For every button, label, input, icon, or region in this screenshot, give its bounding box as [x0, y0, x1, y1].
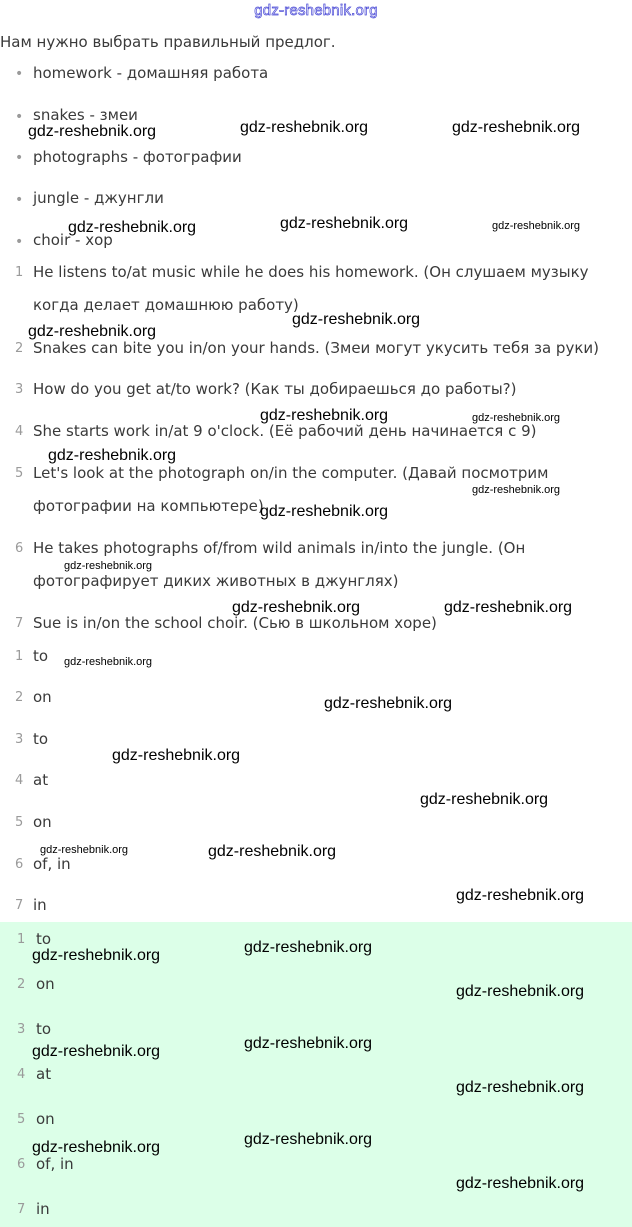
watermark: gdz-reshebnik.org — [32, 1139, 161, 1156]
answer-number: 3 — [17, 1022, 26, 1037]
answer-text: on — [36, 975, 55, 993]
answer-number: 1 — [15, 649, 24, 664]
exercise-line: когда делает домашнюю работу) — [33, 296, 299, 314]
watermark: gdz-reshebnik.org — [28, 123, 157, 140]
watermark: gdz-reshebnik.org — [420, 791, 549, 808]
vocab-item: jungle - джунгли — [33, 189, 164, 207]
exercise-line: How do you get at/to work? (Как ты добираешься до работы?) — [33, 380, 517, 398]
watermark: gdz-reshebnik.org — [444, 599, 573, 616]
vocab-item: snakes - змеи — [33, 106, 138, 124]
answer-number: 1 — [17, 932, 26, 947]
watermark: gdz-reshebnik.org — [244, 1131, 373, 1148]
watermark: gdz-reshebnik.org — [240, 119, 369, 136]
answer-text: to — [36, 930, 52, 948]
watermark: gdz-reshebnik.org — [28, 323, 157, 340]
answer-text: to — [36, 1020, 52, 1038]
answer-text: of, in — [33, 855, 71, 873]
answer-text: on — [33, 688, 52, 706]
answer-text: at — [33, 771, 49, 789]
watermark: gdz-reshebnik.org — [452, 119, 581, 136]
exercise-line: Snakes can bite you in/on your hands. (Змеи могут укусить тебя за руки) — [33, 339, 599, 357]
exercise-line: Let's look at the photograph on/in the computer. (Давай посмотрим — [33, 464, 549, 482]
watermark: gdz-reshebnik.org — [32, 1043, 161, 1060]
bullet-icon: • — [15, 109, 24, 125]
watermark: gdz-reshebnik.org — [232, 599, 361, 616]
answer-number: 5 — [15, 815, 24, 830]
exercise-number: 4 — [15, 424, 24, 439]
answer-number: 4 — [17, 1067, 26, 1082]
watermark: gdz-reshebnik.org — [292, 311, 421, 328]
watermark: gdz-reshebnik.org — [472, 484, 561, 496]
vocab-item: homework - домашняя работа — [33, 64, 269, 82]
watermark: gdz-reshebnik.org — [492, 220, 581, 232]
answer-number: 3 — [15, 732, 24, 747]
exercise-number: 7 — [15, 616, 24, 631]
watermark: gdz-reshebnik.org — [64, 560, 153, 572]
exercise-number: 5 — [15, 466, 24, 481]
watermark: gdz-reshebnik.org — [112, 747, 241, 764]
answer-text: of, in — [36, 1155, 74, 1173]
watermark: gdz-reshebnik.org — [456, 1175, 585, 1192]
answer-number: 5 — [17, 1112, 26, 1127]
watermark: gdz-reshebnik.org — [472, 412, 561, 424]
answer-text: on — [36, 1110, 55, 1128]
watermark: gdz-reshebnik.org — [244, 1035, 373, 1052]
intro-text: Нам нужно выбрать правильный предлог. — [0, 33, 336, 51]
exercise-line: фотографии на компьютере) — [33, 497, 264, 515]
vocab-item: choir - хор — [33, 231, 113, 249]
answer-number: 2 — [15, 690, 24, 705]
answer-number: 2 — [17, 977, 26, 992]
bullet-icon: • — [15, 66, 24, 82]
watermark: gdz-reshebnik.org — [456, 983, 585, 1000]
watermark: gdz-reshebnik.org — [48, 447, 177, 464]
answer-text: in — [36, 1200, 50, 1218]
watermark: gdz-reshebnik.org — [260, 503, 389, 520]
exercise-line: She starts work in/at 9 o'clock. (Её рабочий день начинается с 9) — [33, 422, 537, 440]
watermark: gdz-reshebnik.org — [456, 1079, 585, 1096]
watermark: gdz-reshebnik.org — [68, 219, 197, 236]
answer-text: in — [33, 896, 47, 914]
answer-number: 6 — [17, 1157, 26, 1172]
exercise-line: фотографирует диких животных в джунглях) — [33, 572, 399, 590]
exercise-line: Sue is in/on the school choir. (Сью в школьном хоре) — [33, 614, 437, 632]
watermark: gdz-reshebnik.org — [324, 695, 453, 712]
watermark: gdz-reshebnik.org — [32, 947, 161, 964]
watermark: gdz-reshebnik.org — [260, 407, 389, 424]
answer-number: 4 — [15, 773, 24, 788]
watermark: gdz-reshebnik.org — [280, 215, 409, 232]
answer-text: at — [36, 1065, 52, 1083]
watermark: gdz-reshebnik.org — [208, 843, 337, 860]
exercise-number: 6 — [15, 541, 24, 556]
site-header-logo: gdz-reshebnik.org — [254, 2, 378, 19]
answer-text: on — [33, 813, 52, 831]
answer-text: to — [33, 730, 49, 748]
answer-text: to — [33, 647, 49, 665]
exercise-number: 3 — [15, 382, 24, 397]
answer-number: 6 — [15, 857, 24, 872]
bullet-icon: • — [15, 150, 24, 166]
watermark: gdz-reshebnik.org — [244, 939, 373, 956]
answer-number: 7 — [15, 898, 24, 913]
watermark: gdz-reshebnik.org — [456, 887, 585, 904]
watermark: gdz-reshebnik.org — [64, 656, 153, 668]
exercise-number: 1 — [15, 265, 24, 280]
exercise-number: 2 — [15, 341, 24, 356]
vocab-item: photographs - фотографии — [33, 148, 242, 166]
exercise-line: He listens to/at music while he does his homework. (Он слушаем музыку — [33, 263, 589, 281]
watermark: gdz-reshebnik.org — [40, 844, 129, 856]
bullet-icon: • — [15, 234, 24, 250]
exercise-line: He takes photographs of/from wild animals in/into the jungle. (Он — [33, 539, 526, 557]
answer-number: 7 — [17, 1202, 26, 1217]
bullet-icon: • — [15, 192, 24, 208]
